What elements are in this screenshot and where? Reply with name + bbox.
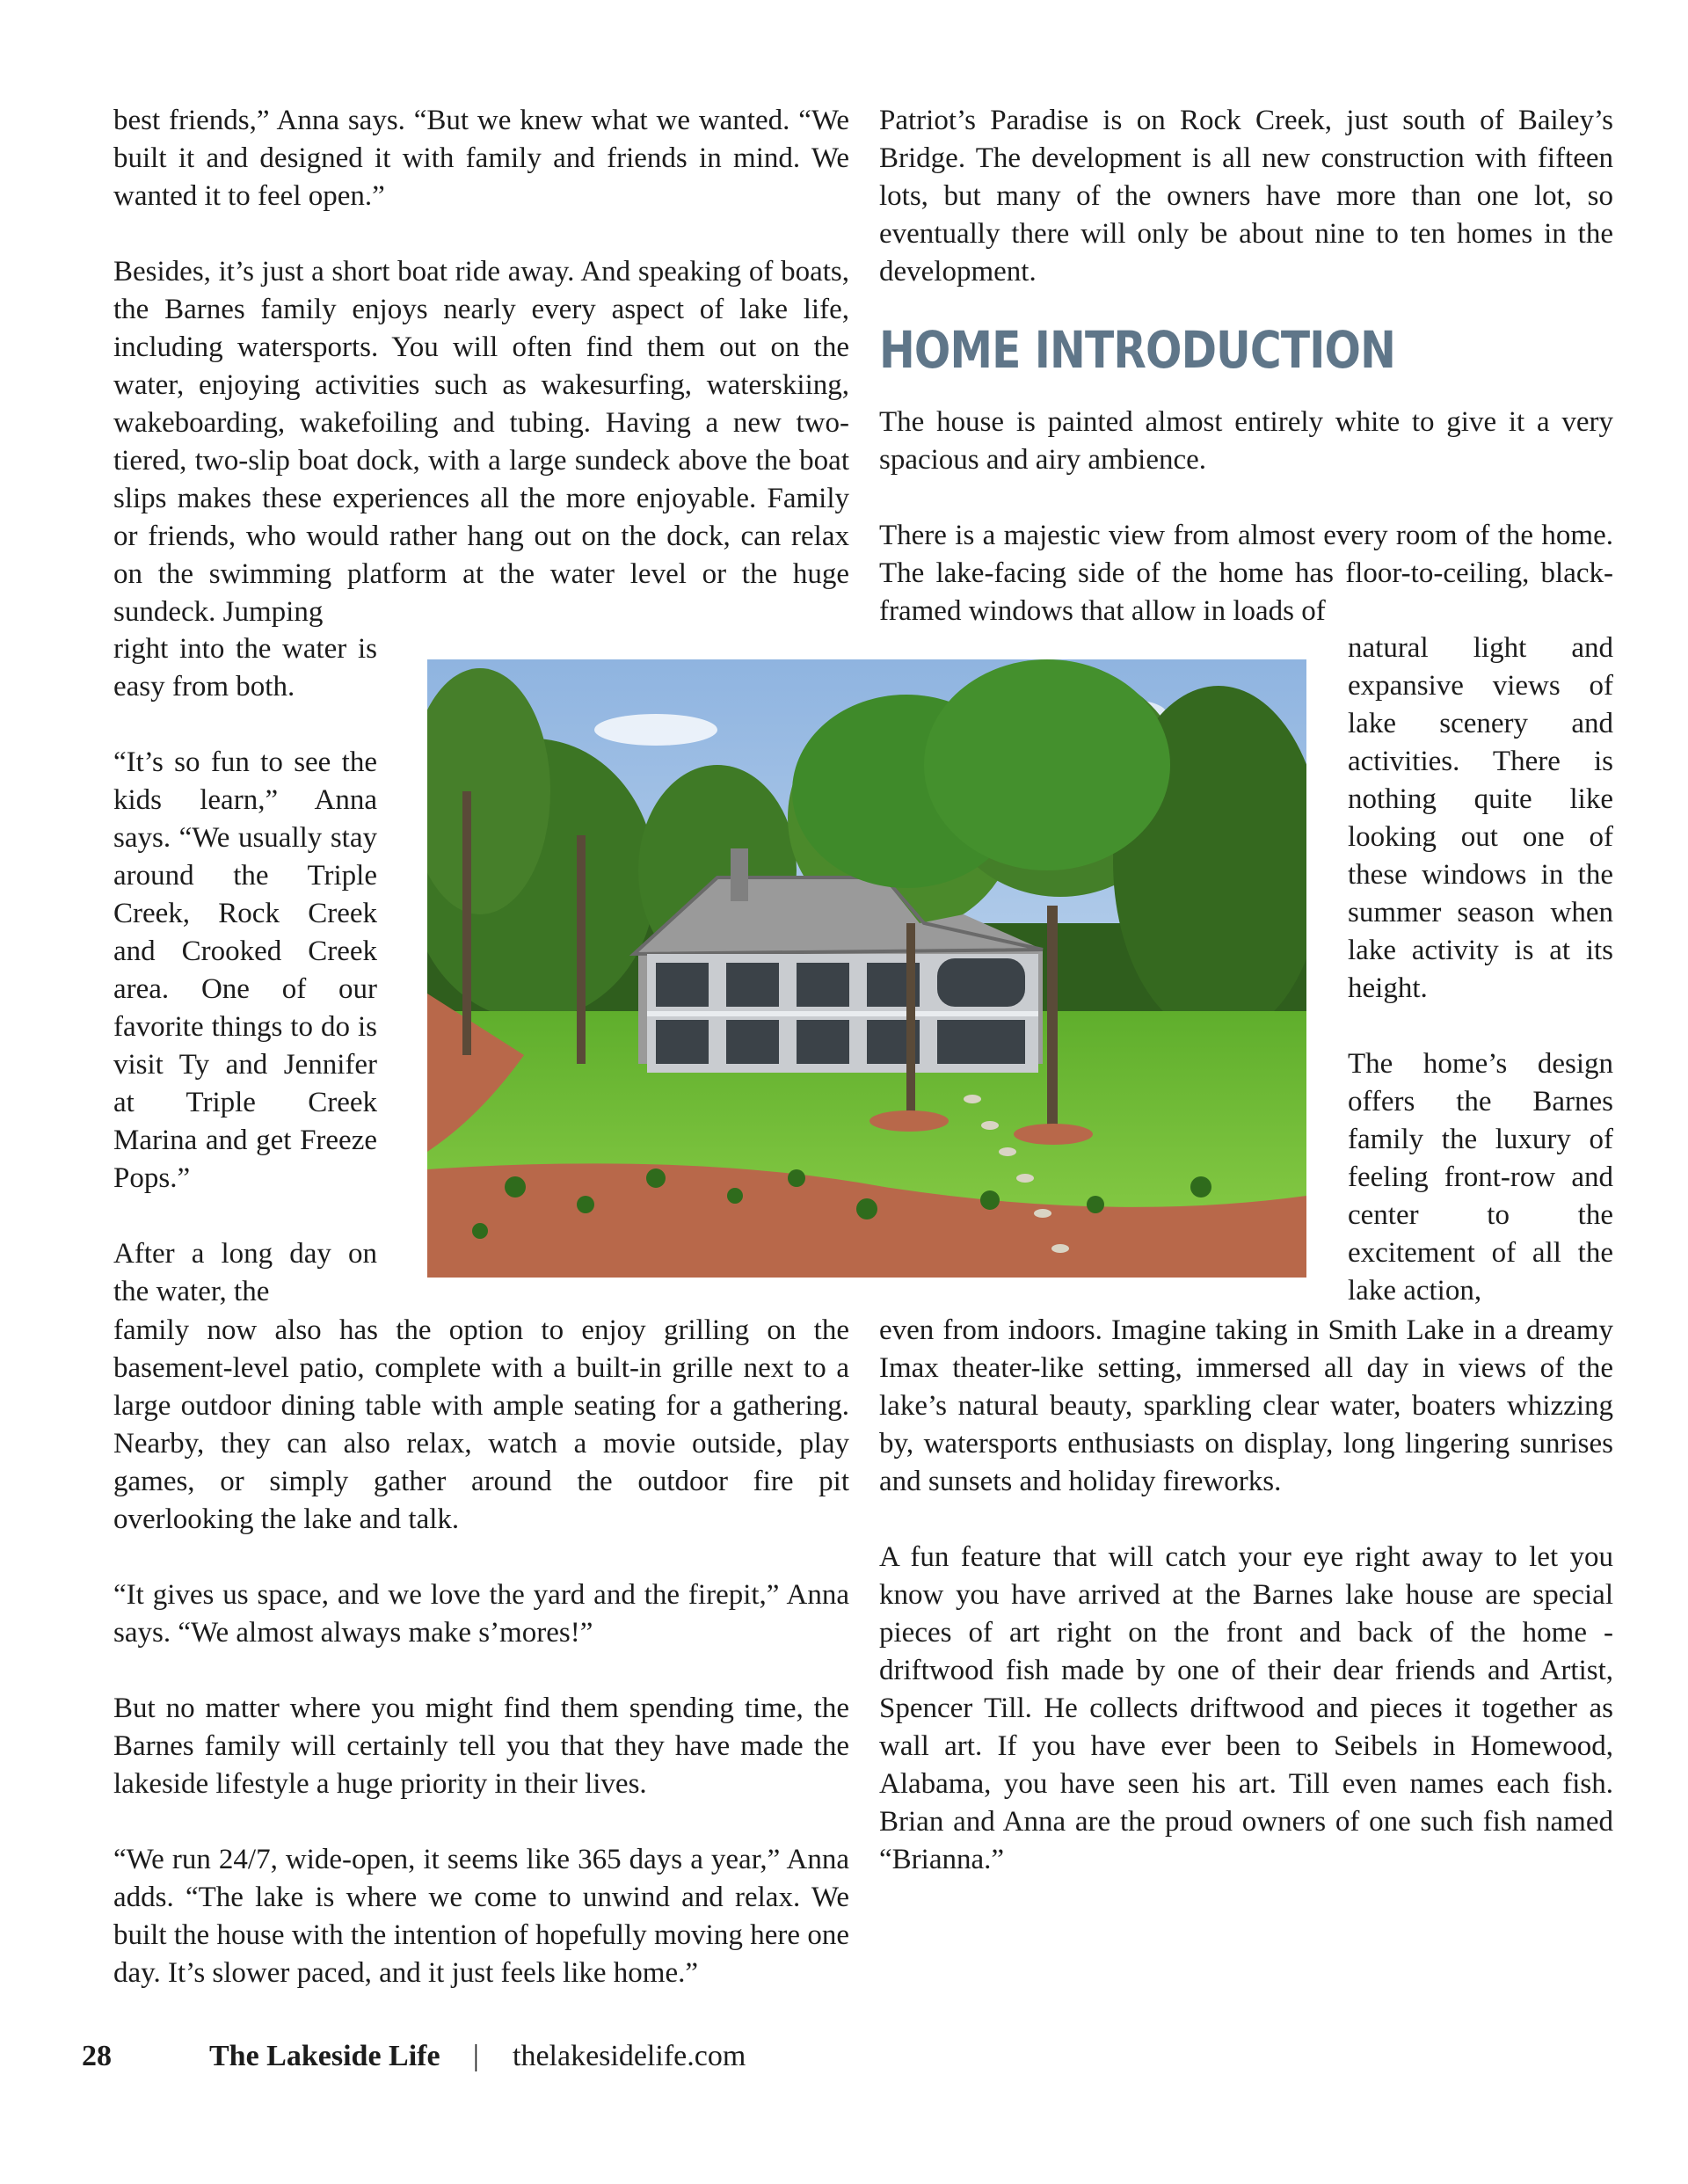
left-column-top xyxy=(113,102,849,631)
website-link[interactable]: thelakesidelife.com xyxy=(513,2040,746,2072)
page-number: 28 xyxy=(82,2040,112,2072)
paragraph: even from indoors. Imagine taking in Smith Lake in a dreamy Imax theater-like setting, immersed all day in views of the lake’s natural beauty, sparkling clear water, boaters whizzing by, watersports enthusiasts on display, long lingering sunrises and sunsets and holiday fireworks. xyxy=(879,1314,1613,1497)
left-column-wrap xyxy=(113,630,377,1311)
paragraph: natural light and expansive views of lake scenery and activities. There is nothing quite like looking out one of these windows in the summer season when lake activity is at its height. xyxy=(1348,632,1613,1004)
paragraph: But no matter where you might find them spending time, the Barnes family will certainly tell you that they have made the lakeside lifestyle a huge priority in their lives. xyxy=(113,1693,849,1800)
paragraph: “We run 24/7, wide-open, it seems like 365 days a year,” Anna adds. “The lake is where we come to unwind and relax. We built the house with the intention of hopefully moving here one day. It’s slower paced, and it just feels like home.” xyxy=(113,1844,849,1989)
house-illustration xyxy=(427,659,1306,1278)
paragraph: family now also has the option to enjoy grilling on the basement-level patio, complete with a built-in grille next to a large outdoor dining table with ample seating for a gathering. Nearby, they can also relax, watch a movie outside, play games, or simply gather around the outdoor fire pit overlooking the lake and talk. xyxy=(113,1314,849,1535)
paragraph: right into the water is easy from both. xyxy=(113,633,377,703)
right-column-wrap xyxy=(1348,630,1613,1310)
magazine-name: The Lakeside Life xyxy=(209,2040,440,2072)
paragraph: best friends,” Anna says. “But we knew what we wanted. “We built it and designed it with family and friends in mind. We wanted it to feel open.” xyxy=(113,105,849,212)
paragraph: “It’s so fun to see the kids learn,” Anna says. “We usually stay around the Triple Creek, Rock Creek and Crooked Creek area. One of our favorite things to do is visit Ty and Jennifer at Triple Creek Marina and get Freeze Pops.” xyxy=(113,746,377,1194)
lake-house-photo xyxy=(427,659,1306,1278)
paragraph: The house is painted almost entirely white to give it a very spacious and airy ambience. xyxy=(879,406,1613,476)
right-column-bottom xyxy=(879,1312,1613,1879)
paragraph: After a long day on the water, the xyxy=(113,1238,377,1307)
left-column-bottom xyxy=(113,1312,849,1992)
section-heading: HOME INTRODUCTION xyxy=(879,320,1396,380)
paragraph: There is a majestic view from almost every room of the home. The lake-facing side of the home has floor-to-ceiling, black-framed windows that allow in loads of xyxy=(879,520,1613,627)
paragraph: Besides, it’s just a short boat ride away. And speaking of boats, the Barnes family enjoys nearly every aspect of lake life, including watersports. You will often find them out on the water, enjoying activities such as wakesurfing, waterskiing, wakeboarding, wakefoiling and tubing. Having a new two-tiered, two-slip boat dock, with a large sundeck above the boat slips makes these experiences all the more enjoyable. Family or friends, who would rather hang out on the dock, can relax on the swimming platform at the water level or the huge sundeck. Jumping xyxy=(113,256,849,628)
paragraph: The home’s design offers the Barnes family the luxury of feeling front-row and center to the excitement of all the lake action, xyxy=(1348,1048,1613,1307)
right-column-top xyxy=(879,102,1613,630)
paragraph: Patriot’s Paradise is on Rock Creek, just south of Bailey’s Bridge. The development is all new construction with fifteen lots, but many of the owners have more than one lot, so eventually there will only be about nine to ten homes in the development. xyxy=(879,105,1613,288)
paragraph: A fun feature that will catch your eye right away to let you know you have arrived at the Barnes lake house are special pieces of art right on the front and back of the home - driftwood fish made by one of their dear friends and Artist, Spencer Till. He collects driftwood and pieces it together as wall art. If you have ever been to Seibels in Homewood, Alabama, you have seen his art. Till even names each fish. Brian and Anna are the proud owners of one such fish named “Brianna.” xyxy=(879,1541,1613,1875)
footer-separator: | xyxy=(473,2040,479,2072)
paragraph: “It gives us space, and we love the yard and the firepit,” Anna says. “We almost always make s’mores!” xyxy=(113,1579,849,1649)
